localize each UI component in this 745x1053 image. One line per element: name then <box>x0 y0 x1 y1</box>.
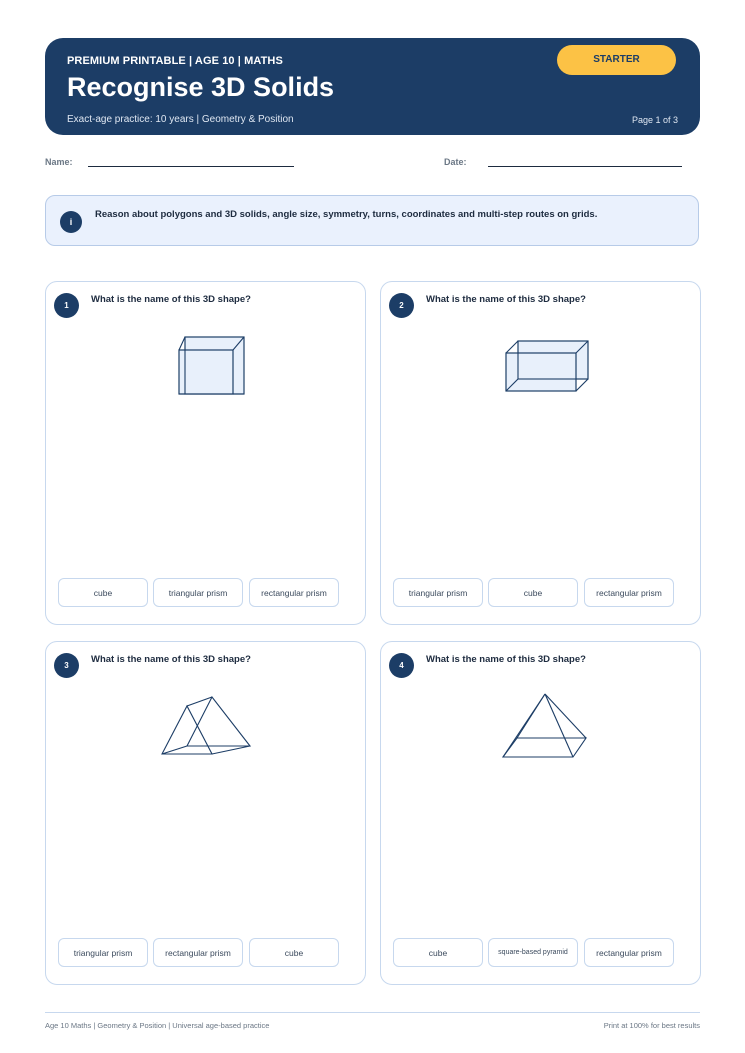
answer-option[interactable]: rectangular prism <box>249 578 339 607</box>
info-icon: i <box>60 211 82 233</box>
answer-option[interactable]: cube <box>249 938 339 967</box>
question-card-2 <box>380 281 701 625</box>
name-label: Name: <box>45 157 73 167</box>
answer-option[interactable]: triangular prism <box>153 578 243 607</box>
header-subtitle: Exact-age practice: 10 years | Geometry & Position <box>67 114 294 125</box>
footer-divider <box>45 1012 700 1013</box>
question-prompt: What is the name of this 3D shape? <box>91 654 251 665</box>
answer-option[interactable]: triangular prism <box>58 938 148 967</box>
worksheet-header <box>45 38 700 135</box>
instructions-text: Reason about polygons and 3D solids, angle size, symmetry, turns, coordinates and multi-step routes on grids. <box>95 209 598 220</box>
answer-option[interactable]: rectangular prism <box>584 578 674 607</box>
question-card-3 <box>45 641 366 985</box>
answer-option[interactable]: rectangular prism <box>153 938 243 967</box>
page-title: Recognise 3D Solids <box>67 72 335 102</box>
rectangular-prism-shape-icon <box>381 282 700 432</box>
level-badge: STARTER <box>557 45 676 75</box>
date-field[interactable] <box>488 166 682 167</box>
question-prompt: What is the name of this 3D shape? <box>426 294 586 305</box>
cube-shape-icon <box>46 282 365 432</box>
date-label: Date: <box>444 157 467 167</box>
question-prompt: What is the name of this 3D shape? <box>426 654 586 665</box>
question-number: 4 <box>389 653 414 678</box>
answer-option[interactable]: cube <box>393 938 483 967</box>
header-eyebrow: PREMIUM PRINTABLE | AGE 10 | MATHS <box>67 55 283 67</box>
answer-option[interactable]: square-based pyramid <box>488 938 578 967</box>
triangular-prism-shape-icon <box>46 642 365 792</box>
question-number: 3 <box>54 653 79 678</box>
question-number: 2 <box>389 293 414 318</box>
answer-option[interactable]: cube <box>58 578 148 607</box>
answer-option[interactable]: rectangular prism <box>584 938 674 967</box>
answer-option[interactable]: triangular prism <box>393 578 483 607</box>
instructions-box <box>45 195 699 246</box>
square-based-pyramid-shape-icon <box>381 642 700 792</box>
page-number: Page 1 of 3 <box>631 115 678 125</box>
footer-left-text: Age 10 Maths | Geometry & Position | Universal age-based practice <box>45 1021 270 1030</box>
question-number: 1 <box>54 293 79 318</box>
name-field[interactable] <box>88 166 294 167</box>
question-card-1 <box>45 281 366 625</box>
question-prompt: What is the name of this 3D shape? <box>91 294 251 305</box>
question-card-4 <box>380 641 701 985</box>
answer-option[interactable]: cube <box>488 578 578 607</box>
footer-right-text: Print at 100% for best results <box>603 1021 700 1030</box>
